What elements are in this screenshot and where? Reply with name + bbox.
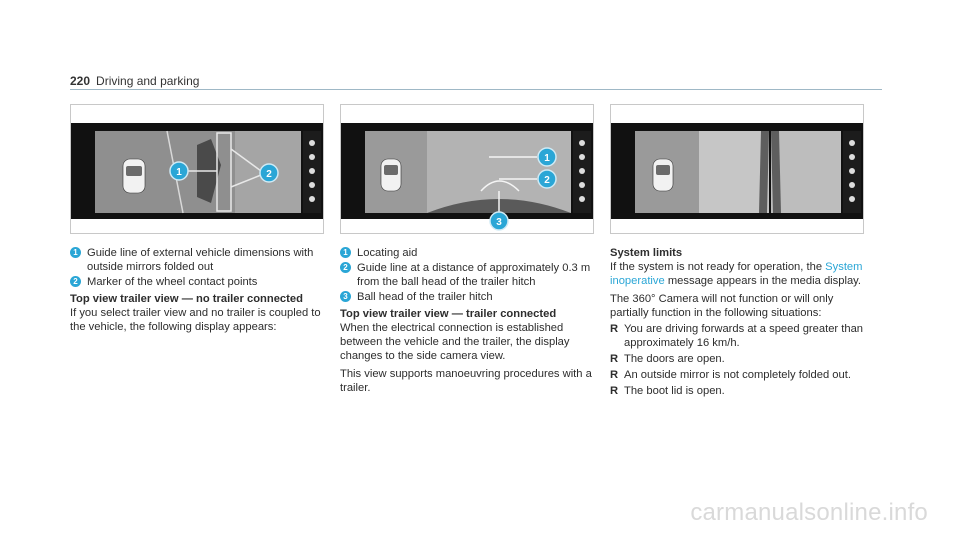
paragraph-system-limits xyxy=(610,260,872,288)
section-heading: System limits xyxy=(610,247,683,259)
legend-text: Marker of the wheel contact points xyxy=(87,276,258,288)
paragraph: The 360° Camera will not function or will only partially function in the following situations: xyxy=(610,293,834,319)
bullet-icon: R xyxy=(610,369,619,381)
bullet-icon: R xyxy=(610,323,619,335)
menu-icon-5 xyxy=(849,196,855,202)
list-item xyxy=(610,322,872,350)
menu-icon-2 xyxy=(579,154,585,160)
legend-text: Locating aid xyxy=(357,247,418,259)
list-item xyxy=(610,368,872,382)
callout-badge: 3 xyxy=(340,291,351,302)
bullet-icon: R xyxy=(610,353,619,365)
page-header xyxy=(70,74,199,88)
watermark: carmanualsonline.info xyxy=(690,499,928,526)
legend-item xyxy=(70,275,328,289)
paragraph: This view supports manoeuvring procedures with a trailer. xyxy=(340,368,592,394)
column-2 xyxy=(340,246,598,395)
section-heading: Top view trailer view — trailer connected xyxy=(340,308,557,320)
legend-text: Ball head of the trailer hitch xyxy=(357,291,493,303)
car-windscreen xyxy=(384,165,398,175)
menu-icon-3 xyxy=(309,168,315,174)
paragraph: When the electrical connection is established between the vehicle and the trailer, the display changes to the side camera view. xyxy=(340,322,570,362)
page-number: 220 xyxy=(70,74,91,88)
legend-item xyxy=(340,261,598,289)
callout-label-2: 2 xyxy=(266,169,272,180)
legend-text: Guide line at a distance of approximately 0.3 m from the ball head of the trailer hitch xyxy=(357,262,591,288)
bullet-text: The doors are open. xyxy=(624,353,725,365)
menu-icon-2 xyxy=(849,154,855,160)
system-inoperative-link[interactable]: System inoperative xyxy=(610,261,863,287)
list-item xyxy=(610,384,872,398)
menu-icon-1 xyxy=(849,140,855,146)
callout-label-2: 2 xyxy=(544,175,550,186)
section-heading: Top view trailer view — no trailer connected xyxy=(70,293,303,305)
callout-badge: 2 xyxy=(340,262,351,273)
paragraph-text: message appears in the media display. xyxy=(664,275,862,287)
figure-2-illustration xyxy=(341,105,593,233)
legend-item xyxy=(340,246,598,260)
section-title: Driving and parking xyxy=(96,74,200,88)
camera-image-side-right xyxy=(771,131,841,213)
menu-icon-1 xyxy=(579,140,585,146)
callout-badge: 1 xyxy=(70,247,81,258)
menu-icon-2 xyxy=(309,154,315,160)
callout-label-3: 3 xyxy=(496,217,502,228)
figure-top-view-no-trailer xyxy=(70,104,324,234)
bullet-text: An outside mirror is not completely folded out. xyxy=(624,369,851,381)
bullet-list xyxy=(610,322,872,398)
figure-top-view-trailer-connected xyxy=(340,104,594,234)
figure-side-camera-view xyxy=(610,104,864,234)
legend-item xyxy=(340,290,598,304)
column-3 xyxy=(610,246,872,398)
bullet-text: The boot lid is open. xyxy=(624,385,725,397)
bullet-icon: R xyxy=(610,385,619,397)
menu-icon-5 xyxy=(579,196,585,202)
callout-label-1: 1 xyxy=(544,153,550,164)
menu-icon-3 xyxy=(579,168,585,174)
menu-icon-4 xyxy=(309,182,315,188)
paragraph: If you select trailer view and no trailer is coupled to the vehicle, the following display appears: xyxy=(70,307,321,333)
legend-item xyxy=(70,246,328,274)
figure-1-illustration xyxy=(71,105,323,233)
paragraph-text: If the system is not ready for operation, the xyxy=(610,261,826,273)
menu-icon-4 xyxy=(849,182,855,188)
legend-text: Guide line of external vehicle dimensions with outside mirrors folded out xyxy=(87,247,314,273)
menu-icon-1 xyxy=(309,140,315,146)
callout-label-1: 1 xyxy=(176,167,182,178)
car-windscreen xyxy=(656,165,670,175)
bullet-text: You are driving forwards at a speed greater than approximately 16 km/h. xyxy=(624,323,864,349)
figure-3-illustration xyxy=(611,105,863,233)
car-windscreen xyxy=(126,166,142,176)
callout-badge: 2 xyxy=(70,276,81,287)
callout-badge: 1 xyxy=(340,247,351,258)
menu-icon-4 xyxy=(579,182,585,188)
column-1 xyxy=(70,246,328,334)
header-rule xyxy=(70,89,882,90)
menu-icon-3 xyxy=(849,168,855,174)
camera-image-side-left xyxy=(699,131,769,213)
menu-icon-5 xyxy=(309,196,315,202)
list-item xyxy=(610,352,872,366)
